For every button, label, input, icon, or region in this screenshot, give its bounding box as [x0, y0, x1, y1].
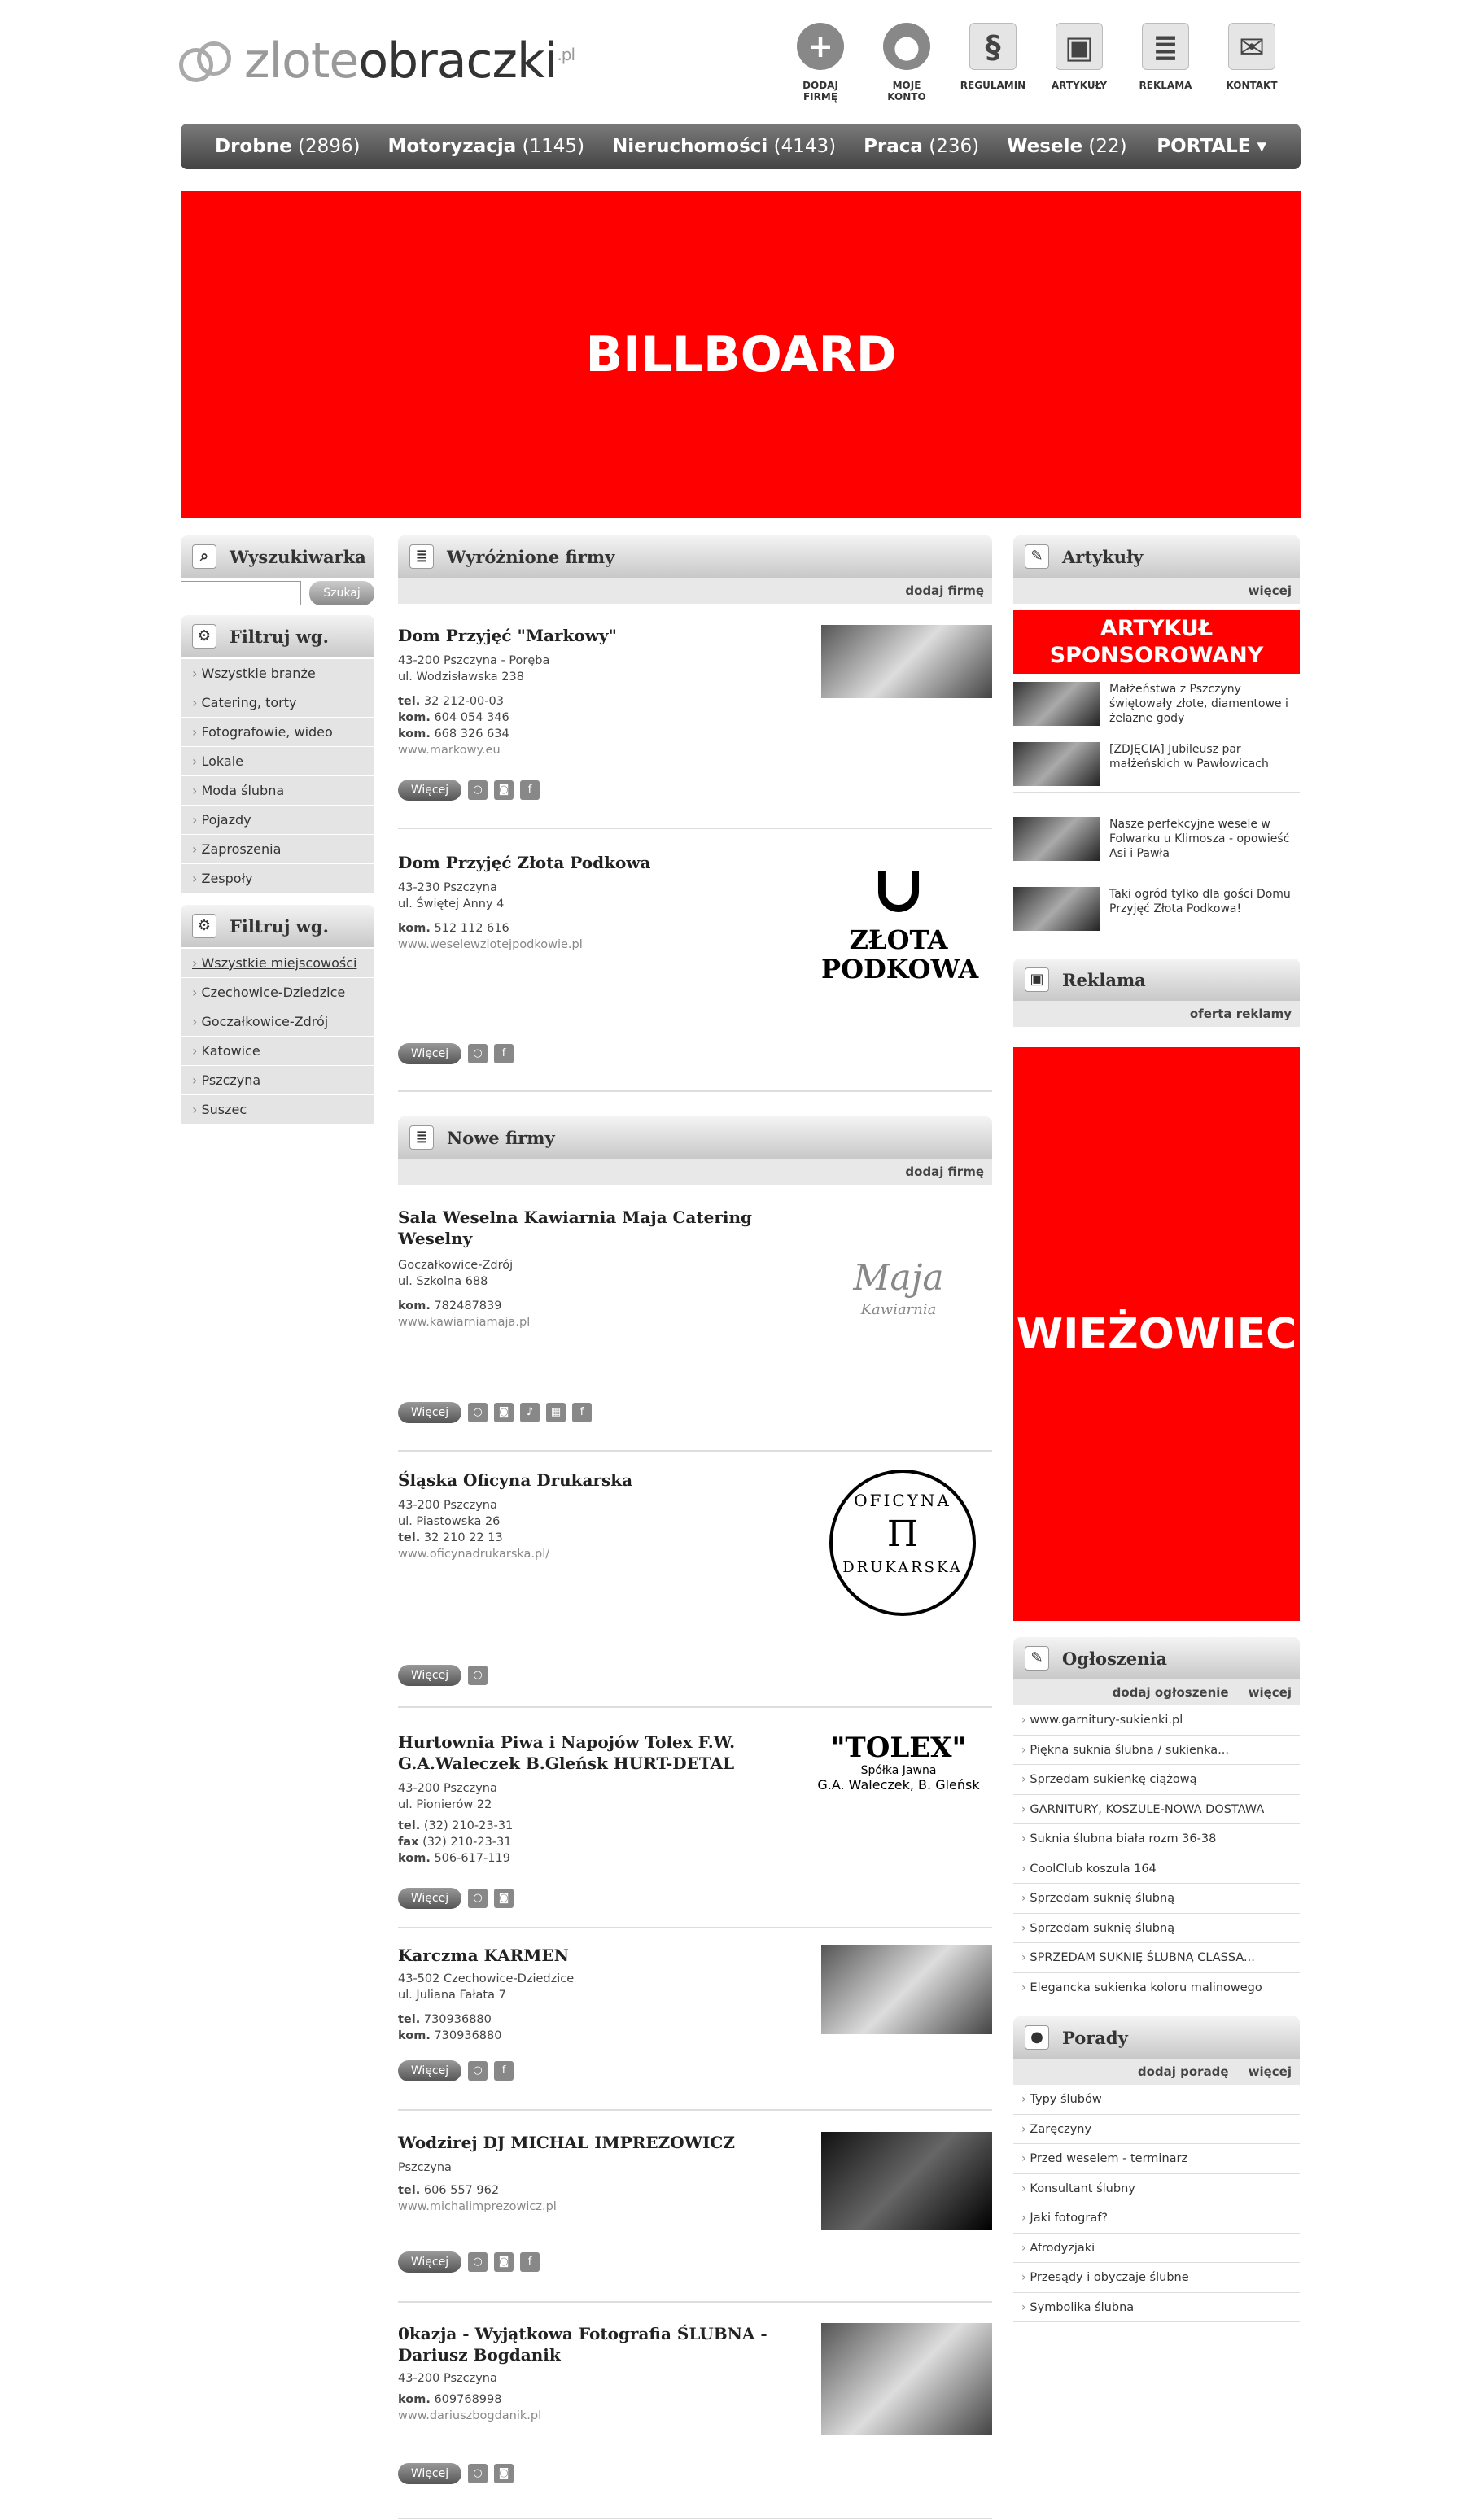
firm-website[interactable]: www.oficynadrukarska.pl/	[398, 1548, 550, 1561]
facebook-icon[interactable]: f	[494, 2061, 514, 2081]
nav-praca[interactable]: Praca (236)	[864, 136, 980, 157]
firm-mobile: 782487839	[434, 1299, 502, 1312]
firm-name[interactable]: Śląska Oficyna Drukarska	[398, 1470, 633, 1490]
firm-mobile: 668 326 634	[434, 727, 509, 740]
firm-name[interactable]: 0kazja - Wyjątkowa Fotografia ŚLUBNA - Dariusz Bogdanik	[398, 2324, 767, 2365]
firm-website[interactable]: www.markowy.eu	[398, 744, 501, 757]
filter-category-item[interactable]: › Wszystkie branże	[181, 659, 374, 688]
article-item[interactable]: Nasze perfekcyjne wesele w Folwarku u Klimosza - opowieść Asi i Pawła	[1013, 817, 1300, 867]
article-thumbnail	[1013, 682, 1100, 726]
horseshoe-icon: ∪	[871, 850, 926, 927]
my-account-link[interactable]: ● MOJE KONTO	[872, 23, 941, 103]
more-button[interactable]: Więcej	[398, 2060, 461, 2081]
filter-category-item[interactable]: › Zespoły	[181, 864, 374, 893]
rings-icon: ○	[468, 1403, 488, 1422]
classifieds-list	[1013, 1705, 1300, 2002]
list-item[interactable]: › Afrodyzjaki	[1013, 2234, 1300, 2264]
rings-icon: ○	[468, 1666, 488, 1685]
firm-address: 43-230 Pszczyna	[398, 881, 497, 894]
picture-icon: ▣	[1056, 23, 1103, 70]
rings-icon: ○	[468, 2464, 488, 2483]
filter-location-item[interactable]: › Czechowice-Dziedzice	[181, 978, 374, 1007]
featured-firms-header: ≣ Wyróżnione firmy	[398, 535, 992, 578]
firm-name[interactable]: Sala Weselna Kawiarnia Maja Catering Weselny	[398, 1208, 752, 1248]
portale-dropdown[interactable]: PORTALE ▾	[1157, 136, 1266, 157]
filter-location-item[interactable]: › Goczałkowice-Zdrój	[181, 1007, 374, 1037]
firm-logo[interactable]: ∪ ZŁOTA PODKOWA	[821, 850, 979, 985]
rings-icon: ○	[468, 1044, 488, 1063]
firm-card: Hurtownia Piwa i Napojów Tolex F.W. G.A.Waleczek B.Gleńsk HURT-DETAL 43-200 Pszczyna ul. Pionierów 22 tel. (32) 210-23-31 fax (32) 210-23-31 kom. 506-617-119 "TOLEX" Spółka Jawna G.A. Waleczek, B. Gleńsk Więcej ○ ◙	[398, 1732, 992, 1919]
article-item[interactable]: Małżeństwa z Pszczyny świętowały złote, diamentowe i żelazne gody	[1013, 682, 1300, 732]
firm-logo[interactable]: OFICYNA Π DRUKARSKA	[829, 1470, 976, 1616]
facebook-icon[interactable]: f	[494, 1044, 514, 1063]
firm-name[interactable]: Dom Przyjęć Złota Podkowa	[398, 853, 651, 872]
list-item[interactable]: › Symbolika ślubna	[1013, 2293, 1300, 2323]
firm-tel: 606 557 962	[423, 2184, 500, 2197]
firm-street: ul. Juliana Fałata 7	[398, 1989, 506, 2002]
article-thumbnail	[1013, 817, 1100, 861]
articles-header: ✎ Artykuły	[1013, 535, 1300, 578]
firm-website[interactable]: www.kawiarniamaja.pl	[398, 1316, 531, 1329]
more-link[interactable]: więcej	[1248, 1685, 1292, 1700]
firm-website[interactable]: www.weselewzlotejpodkowie.pl	[398, 938, 583, 951]
advice-subbar	[1013, 2059, 1300, 2085]
firm-address: 43-200 Pszczyna - Poręba	[398, 654, 550, 667]
filter-category-list	[181, 659, 374, 893]
firm-card: Wodzirej DJ MICHAL IMPREZOWICZ Pszczyna tel. 606 557 962 www.michalimprezowicz.pl Więcej ○ ◙ f	[398, 2132, 992, 2295]
firm-fax: (32) 210-23-31	[422, 1836, 512, 1849]
more-button[interactable]: Więcej	[398, 2463, 461, 2484]
firm-address: 43-200 Pszczyna	[398, 1782, 497, 1795]
document-icon: ≣	[1142, 23, 1189, 70]
firm-street: ul. Świętej Anny 4	[398, 898, 505, 911]
camera-icon: ◙	[494, 2252, 514, 2272]
filter-location-item[interactable]: › Pszczyna	[181, 1066, 374, 1095]
filter-icon: ⚙	[192, 624, 216, 649]
paragraph-icon: §	[969, 23, 1017, 70]
divider	[398, 1450, 992, 1452]
articles-link[interactable]: ▣ ARTYKUŁY	[1045, 23, 1113, 103]
firm-name[interactable]: Hurtownia Piwa i Napojów Tolex F.W. G.A.Waleczek B.Gleńsk HURT-DETAL	[398, 1732, 736, 1773]
camera-icon: ◙	[494, 1403, 514, 1422]
firm-photo[interactable]	[821, 2132, 992, 2230]
user-icon: ●	[1025, 2025, 1049, 2050]
firm-street: ul. Szkolna 688	[398, 1275, 488, 1288]
add-ad-link[interactable]: dodaj ogłoszenie	[1112, 1685, 1229, 1700]
press-icon: Π	[886, 1513, 919, 1555]
list-item[interactable]: › Jaki fotograf?	[1013, 2203, 1300, 2234]
user-icon: ●	[883, 23, 930, 70]
add-firm-link[interactable]: dodaj firmę	[905, 1164, 984, 1179]
more-button[interactable]: Więcej	[398, 1402, 461, 1423]
firm-mobile: 512 112 616	[434, 922, 509, 935]
pencil-icon: ✎	[1025, 1646, 1049, 1671]
filter-category-item[interactable]: › Pojazdy	[181, 806, 374, 835]
rings-icon: ○	[468, 780, 488, 800]
firm-card: Dom Przyjęć "Markowy" 43-200 Pszczyna - Poręba ul. Wodzisławska 238 tel. 32 212-00-03 kom. 604 054 346 kom. 668 326 634 www.markowy.eu Więcej ○ ◙ f	[398, 625, 992, 812]
firm-tel: (32) 210-23-31	[423, 1819, 514, 1832]
filter-category-item[interactable]: › Lokale	[181, 747, 374, 776]
list-item[interactable]: › Konsultant ślubny	[1013, 2174, 1300, 2204]
firm-address: 43-200 Pszczyna	[398, 1499, 497, 1512]
rules-link[interactable]: § REGULAMIN	[959, 23, 1027, 103]
camera-icon: ◙	[494, 2464, 514, 2483]
calendar-icon: ▦	[546, 1403, 566, 1422]
firm-tel: 730936880	[423, 2013, 492, 2026]
firm-actions	[398, 1402, 592, 1423]
filter-location-header: ⚙ Filtruj wg.	[181, 905, 374, 947]
main-nav	[181, 124, 1301, 169]
list-item[interactable]: › Zaręczyny	[1013, 2115, 1300, 2145]
firm-mobile: 609768998	[434, 2393, 502, 2406]
firm-website[interactable]: www.dariuszbogdanik.pl	[398, 2409, 542, 2422]
list-item[interactable]: › Sprzedam suknię ślubną	[1013, 1914, 1300, 1944]
more-button[interactable]: Więcej	[398, 1665, 461, 1686]
article-thumbnail	[1013, 887, 1100, 931]
firm-address: 43-502 Czechowice-Dziedzice	[398, 1972, 575, 1985]
magnifier-icon: ⌕	[192, 544, 216, 569]
divider	[398, 828, 992, 829]
filter-location-item[interactable]: › Wszystkie miejscowości	[181, 949, 374, 978]
divider	[398, 2109, 992, 2111]
more-button[interactable]: Więcej	[398, 1043, 461, 1064]
firm-logo[interactable]: Maja Kawiarnia	[853, 1257, 944, 1318]
featured-subbar	[398, 578, 992, 604]
music-icon: ♪	[520, 1403, 540, 1422]
ads-header: ▣ Reklama	[1013, 959, 1300, 1001]
plus-icon: +	[797, 23, 844, 70]
firm-photo[interactable]	[821, 1945, 992, 2034]
firm-mobile: 506-617-119	[434, 1852, 510, 1865]
firm-mobile: 604 054 346	[434, 711, 509, 724]
nav-drobne[interactable]: Drobne (2896)	[215, 136, 361, 157]
firm-actions	[398, 2463, 514, 2484]
firm-address: Pszczyna	[398, 2161, 452, 2174]
filter-category-item[interactable]: › Moda ślubna	[181, 776, 374, 806]
article-item[interactable]: Taki ogród tylko dla gości Domu Przyjęć Złota Podkowa!	[1013, 887, 1300, 937]
more-button[interactable]: Więcej	[398, 2251, 461, 2273]
advice-header: ● Porady	[1013, 2016, 1300, 2059]
more-link[interactable]: więcej	[1248, 2064, 1292, 2079]
divider	[398, 1927, 992, 1928]
filter-category-item[interactable]: › Zaproszenia	[181, 835, 374, 864]
filter-category-header: ⚙ Filtruj wg.	[181, 615, 374, 657]
list-item[interactable]: › www.garnitury-sukienki.pl	[1013, 1705, 1300, 1736]
search-input[interactable]	[181, 581, 301, 605]
filter-location-list	[181, 949, 374, 1125]
add-advice-link[interactable]: dodaj poradę	[1137, 2064, 1229, 2079]
skyscraper-ad[interactable]: WIEŻOWIEC	[1013, 1047, 1300, 1621]
firm-tel: 32 210 22 13	[423, 1531, 503, 1544]
document-icon: ≣	[409, 1125, 434, 1150]
firm-photo[interactable]	[821, 2323, 992, 2435]
search-header: ⌕ Wyszukiwarka	[181, 535, 374, 578]
firm-logo[interactable]: "TOLEX" Spółka Jawna G.A. Waleczek, B. Gleńsk	[817, 1732, 980, 1793]
list-item[interactable]: › Typy ślubów	[1013, 2085, 1300, 2115]
contact-link[interactable]: ✉ KONTAKT	[1218, 23, 1286, 103]
firm-actions	[398, 1665, 488, 1686]
filter-icon: ⚙	[192, 914, 216, 938]
picture-icon: ▣	[1025, 967, 1049, 992]
list-item[interactable]: › GARNITURY, KOSZULE-NOWA DOSTAWA	[1013, 1795, 1300, 1825]
list-item[interactable]: › Przed weselem - terminarz	[1013, 2144, 1300, 2174]
billboard-ad[interactable]: BILLBOARD	[181, 191, 1301, 518]
camera-icon: ◙	[494, 780, 514, 800]
list-item[interactable]: › Przesądy i obyczaje ślubne	[1013, 2263, 1300, 2293]
divider	[398, 1706, 992, 1708]
firm-address: Goczałkowice-Zdrój	[398, 1259, 514, 1272]
list-item[interactable]: › Elegancka sukienka koloru malinowego	[1013, 1973, 1300, 2003]
site-logo[interactable]	[179, 24, 575, 98]
filter-location-item[interactable]: › Suszec	[181, 1095, 374, 1125]
firm-actions	[398, 2060, 514, 2081]
nav-nieruchomosci[interactable]: Nieruchomości (4143)	[612, 136, 837, 157]
list-item[interactable]: › Sprzedam sukienkę ciążową	[1013, 1765, 1300, 1795]
firm-card: Sala Weselna Kawiarnia Maja Catering Weselny Goczałkowice-Zdrój ul. Szkolna 688 kom. 782487839 www.kawiarniamaja.pl Maja Kawiarnia Więcej ○ ◙ ♪ ▦ f	[398, 1207, 992, 1435]
filter-location-item[interactable]: › Katowice	[181, 1037, 374, 1066]
firm-street: ul. Wodzisławska 238	[398, 670, 524, 684]
firm-card: 0kazja - Wyjątkowa Fotografia ŚLUBNA - Dariusz Bogdanik 43-200 Pszczyna kom. 609768998 www.dariuszbogdanik.pl Więcej ○ ◙	[398, 2323, 992, 2486]
more-button[interactable]: Więcej	[398, 780, 461, 801]
rings-icon: ○	[468, 2061, 488, 2081]
list-item[interactable]: › SPRZEDAM SUKNIĘ ŚLUBNĄ CLASSA...	[1013, 1943, 1300, 1973]
firm-actions	[398, 780, 540, 801]
firm-name[interactable]: Wodzirej DJ MICHAL IMPREZOWICZ	[398, 2133, 735, 2152]
pencil-icon: ✎	[1025, 544, 1049, 569]
firm-card: Dom Przyjęć Złota Podkowa 43-230 Pszczyna ul. Świętej Anny 4 kom. 512 112 616 www.weselewzlotejpodkowie.pl ∪ ZŁOTA PODKOWA Więcej ○ f	[398, 852, 992, 1080]
facebook-icon[interactable]: f	[520, 780, 540, 800]
filter-category-item[interactable]: › Catering, torty	[181, 688, 374, 718]
articles-subbar	[1013, 578, 1300, 604]
advice-list	[1013, 2085, 1300, 2322]
add-firm-link[interactable]: dodaj firmę	[905, 583, 984, 598]
divider	[398, 2518, 992, 2519]
nav-wesele[interactable]: Wesele (22)	[1007, 136, 1127, 157]
list-item[interactable]: › Sprzedam suknię ślubną	[1013, 1884, 1300, 1914]
firm-actions	[398, 1043, 514, 1064]
search-button[interactable]: Szukaj	[309, 581, 374, 605]
classifieds-subbar	[1013, 1679, 1300, 1705]
firm-card: Karczma KARMEN 43-502 Czechowice-Dziedzice ul. Juliana Fałata 7 tel. 730936880 kom. 730936880 Więcej ○ f	[398, 1945, 992, 2107]
filter-category-item[interactable]: › Fotografowie, wideo	[181, 718, 374, 747]
facebook-icon[interactable]: f	[572, 1403, 592, 1422]
sponsored-article-banner[interactable]: ARTYKUŁ SPONSOROWANY	[1013, 610, 1300, 674]
firm-website[interactable]: www.michalimprezowicz.pl	[398, 2200, 557, 2213]
classifieds-header: ✎ Ogłoszenia	[1013, 1637, 1300, 1679]
advertising-link[interactable]: ≣ REKLAMA	[1131, 23, 1200, 103]
add-firm-link[interactable]: + DODAJ FIRMĘ	[786, 23, 855, 103]
top-icons	[786, 23, 1286, 103]
list-item[interactable]: › Suknia ślubna biała rozm 36-38	[1013, 1824, 1300, 1854]
firm-address: 43-200 Pszczyna	[398, 2372, 497, 2385]
facebook-icon[interactable]: f	[520, 2252, 540, 2272]
firm-actions	[398, 1888, 514, 1909]
firm-name[interactable]: Karczma KARMEN	[398, 1946, 569, 1965]
firm-mobile: 730936880	[434, 2029, 502, 2042]
firm-actions	[398, 2251, 540, 2273]
firm-name[interactable]: Dom Przyjęć "Markowy"	[398, 626, 617, 645]
camera-icon: ◙	[494, 1889, 514, 1908]
envelope-icon: ✉	[1228, 23, 1275, 70]
firm-photo[interactable]	[821, 625, 992, 698]
more-link[interactable]: więcej	[1248, 583, 1292, 598]
article-item[interactable]: [ZDJĘCIA] Jubileusz par małżeńskich w Pawłowicach	[1013, 742, 1300, 793]
firm-tel: 32 212-00-03	[423, 695, 504, 708]
document-icon: ≣	[409, 544, 434, 569]
rings-icon: ○	[468, 2252, 488, 2272]
rings-icon	[179, 37, 236, 85]
more-button[interactable]: Więcej	[398, 1888, 461, 1909]
new-firms-subbar	[398, 1159, 992, 1185]
list-item[interactable]: › Piękna suknia ślubna / sukienka...	[1013, 1736, 1300, 1766]
new-firms-header: ≣ Nowe firmy	[398, 1116, 992, 1159]
divider	[398, 2301, 992, 2303]
ad-offer-link[interactable]: oferta reklamy	[1189, 1007, 1292, 1021]
article-thumbnail	[1013, 742, 1100, 786]
nav-motoryzacja[interactable]: Motoryzacja (1145)	[387, 136, 585, 157]
divider	[398, 1090, 992, 1092]
firm-card: Śląska Oficyna Drukarska 43-200 Pszczyna ul. Piastowska 26 tel. 32 210 22 13 www.oficynadrukarska.pl/ OFICYNA Π DRUKARSKA Więcej ○	[398, 1470, 992, 1689]
firm-street: ul. Piastowska 26	[398, 1515, 501, 1528]
logo-text: zloteobraczki$^{.pl}$	[244, 33, 575, 90]
list-item[interactable]: › CoolClub koszula 164	[1013, 1854, 1300, 1885]
firm-street: ul. Pionierów 22	[398, 1798, 492, 1811]
ads-subbar	[1013, 1001, 1300, 1027]
rings-icon: ○	[468, 1889, 488, 1908]
